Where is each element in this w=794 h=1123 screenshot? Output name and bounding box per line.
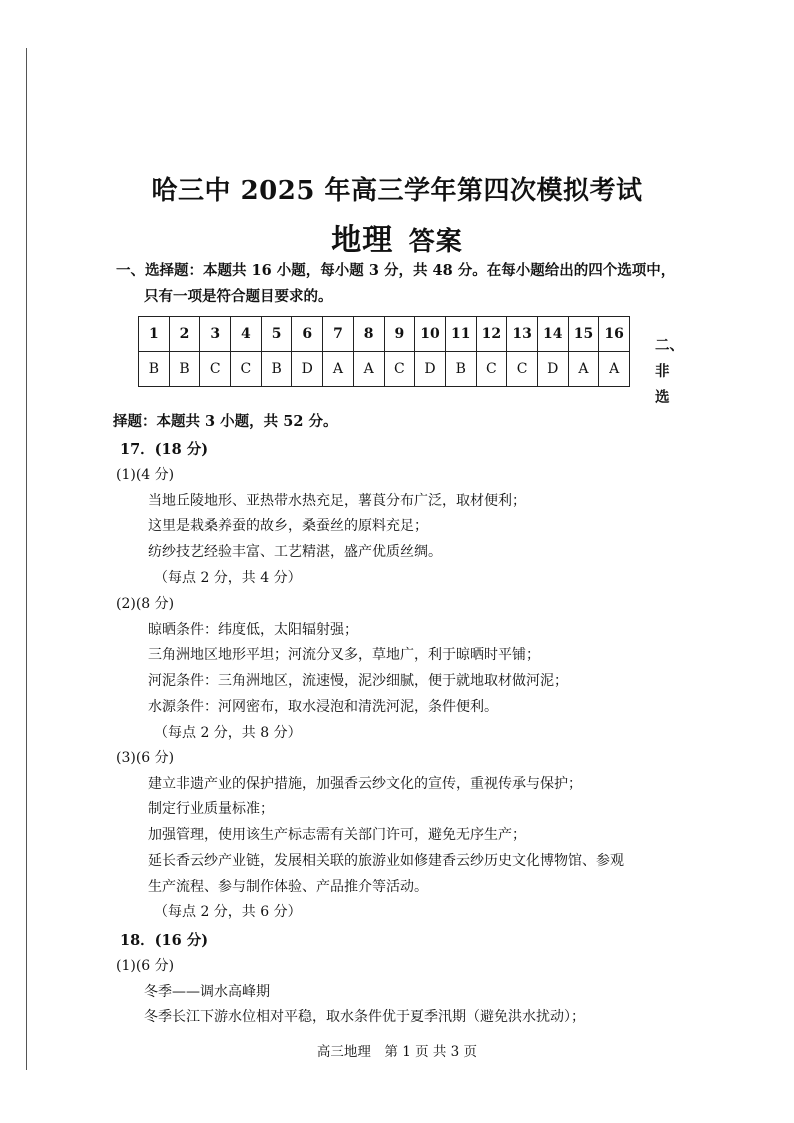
answer-cell: C	[476, 352, 507, 387]
question-number: 7	[323, 317, 354, 352]
answer-cell: B	[139, 352, 170, 387]
section1-line2: 只有一项是符合题目要求的。	[144, 288, 333, 305]
score-note: （每点 2 分，共 6 分）	[154, 904, 302, 921]
q18-part1	[116, 954, 585, 1031]
answer-line: 三角洲地区地形平坦；河流分叉多，草地广，利于晾晒时平铺；	[148, 647, 540, 664]
answer-cell: A	[353, 352, 384, 387]
answer-line: 当地丘陵地形、亚热带水热充足，薯莨分布广泛，取材便利；	[148, 492, 526, 509]
question-number: 1	[139, 317, 170, 352]
answer-line: 延长香云纱产业链，发展相关联的旅游业如修建香云纱历史文化博物馆、参观	[148, 852, 624, 869]
question-number: 2	[169, 317, 200, 352]
answer-cell: C	[200, 352, 231, 387]
q17-part3-heading: (3)(6 分)	[116, 750, 175, 766]
page-footer: 高三地理 第 1 页 共 3 页	[316, 1044, 478, 1060]
answer-line: 冬季——调水高峰期	[144, 983, 270, 1000]
answer-line: 这里是栽桑养蚕的故乡，桑蚕丝的原料充足；	[148, 518, 428, 535]
section1-heading	[116, 258, 676, 310]
answer-cell: B	[261, 352, 292, 387]
question-number: 14	[537, 317, 568, 352]
answer-cell: A	[599, 352, 630, 387]
subject-title	[0, 215, 794, 259]
question-number: 5	[261, 317, 292, 352]
q17-part3	[116, 746, 624, 926]
section1-line1: 一、选择题：本题共 16 小题，每小题 3 分，共 48 分。在每小题给出的四个选项中，	[116, 262, 676, 279]
q17-part1-heading: (1)(4 分)	[116, 467, 175, 483]
score-note: （每点 2 分，共 4 分）	[154, 569, 302, 586]
q17-part1	[116, 463, 526, 592]
answer-line: 生产流程、参与制作体验、产品推介等活动。	[148, 878, 428, 895]
q18-heading: 18．(16 分)	[120, 932, 209, 949]
section2-side-3: 选	[655, 389, 670, 406]
question-number: 11	[445, 317, 476, 352]
answer-cell: C	[507, 352, 538, 387]
answer-line: 水源条件：河网密布，取水浸泡和清洗河泥，条件便利。	[148, 698, 498, 715]
answer-cell: B	[169, 352, 200, 387]
question-number: 10	[415, 317, 446, 352]
answer-line: 晾晒条件：纬度低，太阳辐射强；	[148, 621, 358, 638]
answer-cell: D	[292, 352, 323, 387]
section2-heading: 择题：本题共 3 小题，共 52 分。	[113, 413, 338, 430]
answer-cell: D	[415, 352, 446, 387]
q18-part1-heading: (1)(6 分)	[116, 958, 175, 974]
question-number: 8	[353, 317, 384, 352]
answer-cell: D	[537, 352, 568, 387]
answer-line: 加强管理，使用该生产标志需有关部门许可，避免无序生产；	[148, 827, 526, 844]
question-number: 16	[599, 317, 630, 352]
answer-cell: C	[231, 352, 262, 387]
answer-line: 河泥条件：三角洲地区，流速慢，泥沙细腻，便于就地取材做河泥；	[148, 673, 568, 690]
question-number: 3	[200, 317, 231, 352]
question-number-row	[139, 317, 630, 352]
section2-side-1: 二、	[655, 337, 684, 354]
answer-line: 纺纱技艺经验丰富、工艺精湛，盛产优质丝绸。	[148, 544, 442, 561]
answer-table	[138, 316, 630, 387]
answer-cell: C	[384, 352, 415, 387]
answer-cell: B	[445, 352, 476, 387]
q17-part2-heading: (2)(8 分)	[116, 596, 175, 612]
answer-cell: A	[323, 352, 354, 387]
answer-cell: A	[568, 352, 599, 387]
answer-label: 答案	[408, 227, 463, 257]
question-number: 12	[476, 317, 507, 352]
question-number: 9	[384, 317, 415, 352]
answer-line: 冬季长江下游水位相对平稳，取水条件优于夏季汛期（避免洪水扰动）；	[144, 1009, 585, 1026]
q17-part2	[116, 592, 568, 746]
section2-side-2: 非	[655, 363, 670, 380]
q17-heading: 17．(18 分)	[120, 441, 209, 458]
question-number: 15	[568, 317, 599, 352]
subject-name: 地理	[331, 223, 394, 258]
score-note: （每点 2 分，共 8 分）	[154, 724, 302, 741]
section2-heading-side	[655, 333, 683, 411]
answer-line: 建立非遗产业的保护措施，加强香云纱文化的宣传，重视传承与保护；	[148, 775, 582, 792]
answer-row	[139, 352, 630, 387]
answer-line: 制定行业质量标准；	[148, 801, 274, 818]
question-number: 13	[507, 317, 538, 352]
question-number: 4	[231, 317, 262, 352]
exam-title: 哈三中 2025 年高三学年第四次模拟考试	[151, 176, 643, 206]
question-number: 6	[292, 317, 323, 352]
